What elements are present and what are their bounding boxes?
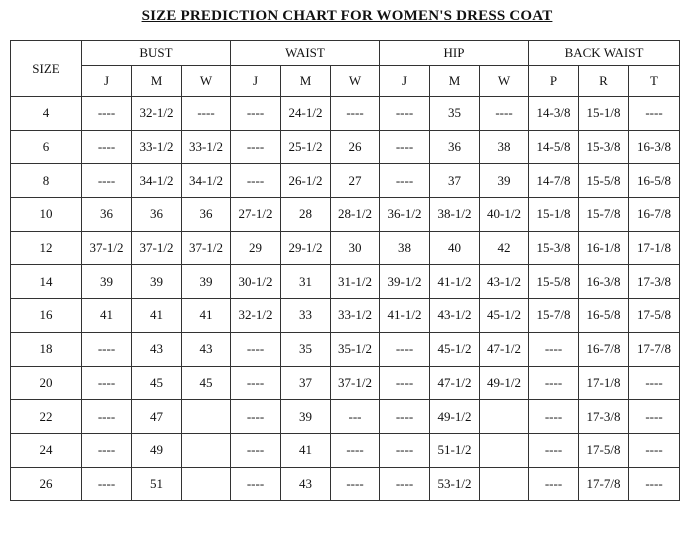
- measurement-cell: ----: [529, 400, 579, 434]
- subheader-cell: T: [629, 66, 680, 97]
- measurement-cell: 45: [182, 366, 231, 400]
- back-waist-header: BACK WAIST: [529, 41, 680, 66]
- size-cell: 4: [11, 97, 82, 131]
- hip-header: HIP: [380, 41, 529, 66]
- measurement-cell: 43-1/2: [480, 265, 529, 299]
- subheader-cell: W: [331, 66, 380, 97]
- measurement-cell: 51-1/2: [430, 433, 480, 467]
- table-row: [11, 467, 680, 501]
- size-cell: 14: [11, 265, 82, 299]
- bust-header: BUST: [82, 41, 231, 66]
- subheader-cell: J: [380, 66, 430, 97]
- measurement-cell: ----: [231, 130, 281, 164]
- size-cell: 8: [11, 164, 82, 198]
- measurement-cell: 43: [281, 467, 331, 501]
- measurement-cell: 16-7/8: [579, 332, 629, 366]
- measurement-cell: ----: [380, 467, 430, 501]
- size-cell: 24: [11, 433, 82, 467]
- measurement-cell: 35: [281, 332, 331, 366]
- measurement-cell: ----: [82, 332, 132, 366]
- measurement-cell: ----: [529, 332, 579, 366]
- measurement-cell: 37-1/2: [82, 231, 132, 265]
- size-cell: 10: [11, 198, 82, 232]
- measurement-cell: ----: [231, 97, 281, 131]
- measurement-cell: 38: [480, 130, 529, 164]
- measurement-cell: 16-3/8: [629, 130, 680, 164]
- measurement-cell: 37-1/2: [132, 231, 182, 265]
- measurement-cell: 33: [281, 299, 331, 333]
- measurement-cell: 30: [331, 231, 380, 265]
- subheader-cell: M: [281, 66, 331, 97]
- measurement-cell: 30-1/2: [231, 265, 281, 299]
- size-chart-table: [10, 40, 680, 501]
- table-row: [11, 299, 680, 333]
- measurement-cell: 38-1/2: [430, 198, 480, 232]
- table-row: [11, 366, 680, 400]
- table-row: [11, 400, 680, 434]
- measurement-cell: 25-1/2: [281, 130, 331, 164]
- measurement-cell: 15-7/8: [529, 299, 579, 333]
- size-cell: 6: [11, 130, 82, 164]
- measurement-cell: ----: [629, 433, 680, 467]
- table-row: [11, 231, 680, 265]
- measurement-cell: [480, 467, 529, 501]
- size-cell: 22: [11, 400, 82, 434]
- measurement-cell: ----: [629, 467, 680, 501]
- measurement-cell: 15-5/8: [529, 265, 579, 299]
- table-row: [11, 130, 680, 164]
- measurement-cell: 14-3/8: [529, 97, 579, 131]
- subheader-cell: M: [132, 66, 182, 97]
- measurement-cell: 32-1/2: [132, 97, 182, 131]
- measurement-cell: ----: [82, 433, 132, 467]
- size-chart-body: [11, 97, 680, 501]
- size-cell: 18: [11, 332, 82, 366]
- measurement-cell: 42: [480, 231, 529, 265]
- measurement-cell: 33-1/2: [182, 130, 231, 164]
- measurement-cell: ---: [331, 400, 380, 434]
- measurement-cell: 15-7/8: [579, 198, 629, 232]
- size-cell: 26: [11, 467, 82, 501]
- measurement-cell: [182, 467, 231, 501]
- measurement-cell: 14-7/8: [529, 164, 579, 198]
- measurement-cell: [480, 400, 529, 434]
- measurement-cell: 41-1/2: [380, 299, 430, 333]
- measurement-cell: 28-1/2: [331, 198, 380, 232]
- measurement-cell: 15-1/8: [579, 97, 629, 131]
- table-row: [11, 265, 680, 299]
- measurement-cell: ----: [331, 97, 380, 131]
- size-cell: 12: [11, 231, 82, 265]
- measurement-cell: 49-1/2: [480, 366, 529, 400]
- measurement-cell: 27-1/2: [231, 198, 281, 232]
- measurement-cell: [182, 433, 231, 467]
- measurement-cell: 16-1/8: [579, 231, 629, 265]
- measurement-cell: 43: [132, 332, 182, 366]
- measurement-cell: 37: [281, 366, 331, 400]
- measurement-cell: 17-1/8: [579, 366, 629, 400]
- measurement-cell: ----: [529, 467, 579, 501]
- measurement-cell: 39: [281, 400, 331, 434]
- measurement-cell: 47: [132, 400, 182, 434]
- measurement-cell: ----: [331, 467, 380, 501]
- measurement-cell: 16-3/8: [579, 265, 629, 299]
- measurement-cell: ----: [231, 467, 281, 501]
- measurement-cell: 16-7/8: [629, 198, 680, 232]
- measurement-cell: 37-1/2: [331, 366, 380, 400]
- measurement-cell: ----: [380, 400, 430, 434]
- measurement-cell: 31-1/2: [331, 265, 380, 299]
- measurement-cell: ----: [380, 164, 430, 198]
- measurement-cell: 49: [132, 433, 182, 467]
- measurement-cell: ----: [480, 97, 529, 131]
- measurement-cell: ----: [82, 97, 132, 131]
- table-row: [11, 433, 680, 467]
- measurement-cell: 17-5/8: [629, 299, 680, 333]
- measurement-cell: 39: [132, 265, 182, 299]
- measurement-cell: ----: [231, 164, 281, 198]
- subheader-cell: W: [480, 66, 529, 97]
- measurement-cell: 51: [132, 467, 182, 501]
- subheader-cell: W: [182, 66, 231, 97]
- measurement-cell: ----: [82, 164, 132, 198]
- measurement-cell: 17-5/8: [579, 433, 629, 467]
- measurement-cell: 49-1/2: [430, 400, 480, 434]
- measurement-cell: ----: [380, 433, 430, 467]
- measurement-cell: 45-1/2: [480, 299, 529, 333]
- measurement-cell: 45: [132, 366, 182, 400]
- group-header-row: [11, 41, 680, 66]
- measurement-cell: 41: [82, 299, 132, 333]
- measurement-cell: ----: [380, 130, 430, 164]
- size-cell: 16: [11, 299, 82, 333]
- waist-header: WAIST: [231, 41, 380, 66]
- measurement-cell: ----: [529, 366, 579, 400]
- measurement-cell: 32-1/2: [231, 299, 281, 333]
- measurement-cell: 34-1/2: [182, 164, 231, 198]
- measurement-cell: [480, 433, 529, 467]
- measurement-cell: 40-1/2: [480, 198, 529, 232]
- measurement-cell: ----: [231, 332, 281, 366]
- measurement-cell: 29-1/2: [281, 231, 331, 265]
- measurement-cell: ----: [182, 97, 231, 131]
- measurement-cell: 26-1/2: [281, 164, 331, 198]
- measurement-cell: 43-1/2: [430, 299, 480, 333]
- measurement-cell: 27: [331, 164, 380, 198]
- measurement-cell: 15-3/8: [529, 231, 579, 265]
- measurement-cell: ----: [380, 332, 430, 366]
- measurement-cell: 33-1/2: [132, 130, 182, 164]
- measurement-cell: 37-1/2: [182, 231, 231, 265]
- measurement-cell: 43: [182, 332, 231, 366]
- measurement-cell: ----: [82, 400, 132, 434]
- measurement-cell: ----: [629, 400, 680, 434]
- measurement-cell: 17-3/8: [629, 265, 680, 299]
- subheader-row: [11, 66, 680, 97]
- measurement-cell: 39-1/2: [380, 265, 430, 299]
- size-cell: 20: [11, 366, 82, 400]
- measurement-cell: 41: [132, 299, 182, 333]
- measurement-cell: 47-1/2: [430, 366, 480, 400]
- measurement-cell: 36: [182, 198, 231, 232]
- measurement-cell: 17-7/8: [629, 332, 680, 366]
- measurement-cell: 41-1/2: [430, 265, 480, 299]
- measurement-cell: 26: [331, 130, 380, 164]
- measurement-cell: 39: [82, 265, 132, 299]
- measurement-cell: 15-3/8: [579, 130, 629, 164]
- subheader-cell: J: [82, 66, 132, 97]
- measurement-cell: 15-5/8: [579, 164, 629, 198]
- measurement-cell: 16-5/8: [579, 299, 629, 333]
- measurement-cell: 17-1/8: [629, 231, 680, 265]
- measurement-cell: ----: [380, 366, 430, 400]
- measurement-cell: 35-1/2: [331, 332, 380, 366]
- measurement-cell: ----: [380, 97, 430, 131]
- measurement-cell: ----: [82, 467, 132, 501]
- measurement-cell: ----: [629, 97, 680, 131]
- table-row: [11, 198, 680, 232]
- measurement-cell: ----: [231, 400, 281, 434]
- measurement-cell: ----: [629, 366, 680, 400]
- measurement-cell: 28: [281, 198, 331, 232]
- measurement-cell: 47-1/2: [480, 332, 529, 366]
- subheader-cell: M: [430, 66, 480, 97]
- measurement-cell: 36: [82, 198, 132, 232]
- measurement-cell: 17-7/8: [579, 467, 629, 501]
- size-header: SIZE: [11, 41, 82, 97]
- measurement-cell: 41: [281, 433, 331, 467]
- measurement-cell: 45-1/2: [430, 332, 480, 366]
- measurement-cell: 39: [182, 265, 231, 299]
- measurement-cell: ----: [529, 433, 579, 467]
- measurement-cell: ----: [82, 366, 132, 400]
- measurement-cell: ----: [82, 130, 132, 164]
- measurement-cell: 34-1/2: [132, 164, 182, 198]
- measurement-cell: 14-5/8: [529, 130, 579, 164]
- measurement-cell: 31: [281, 265, 331, 299]
- measurement-cell: 24-1/2: [281, 97, 331, 131]
- measurement-cell: 29: [231, 231, 281, 265]
- subheader-cell: P: [529, 66, 579, 97]
- measurement-cell: 53-1/2: [430, 467, 480, 501]
- measurement-cell: 40: [430, 231, 480, 265]
- measurement-cell: 41: [182, 299, 231, 333]
- measurement-cell: ----: [231, 433, 281, 467]
- table-row: [11, 97, 680, 131]
- page-title: SIZE PREDICTION CHART FOR WOMEN'S DRESS COAT: [141, 8, 553, 24]
- measurement-cell: 17-3/8: [579, 400, 629, 434]
- measurement-cell: 39: [480, 164, 529, 198]
- measurement-cell: 38: [380, 231, 430, 265]
- measurement-cell: 37: [430, 164, 480, 198]
- subheader-cell: R: [579, 66, 629, 97]
- subheader-cell: J: [231, 66, 281, 97]
- table-row: [11, 164, 680, 198]
- measurement-cell: 36: [430, 130, 480, 164]
- measurement-cell: 36-1/2: [380, 198, 430, 232]
- measurement-cell: 16-5/8: [629, 164, 680, 198]
- measurement-cell: ----: [231, 366, 281, 400]
- table-row: [11, 332, 680, 366]
- measurement-cell: 36: [132, 198, 182, 232]
- measurement-cell: 33-1/2: [331, 299, 380, 333]
- measurement-cell: [182, 400, 231, 434]
- measurement-cell: ----: [331, 433, 380, 467]
- measurement-cell: 15-1/8: [529, 198, 579, 232]
- measurement-cell: 35: [430, 97, 480, 131]
